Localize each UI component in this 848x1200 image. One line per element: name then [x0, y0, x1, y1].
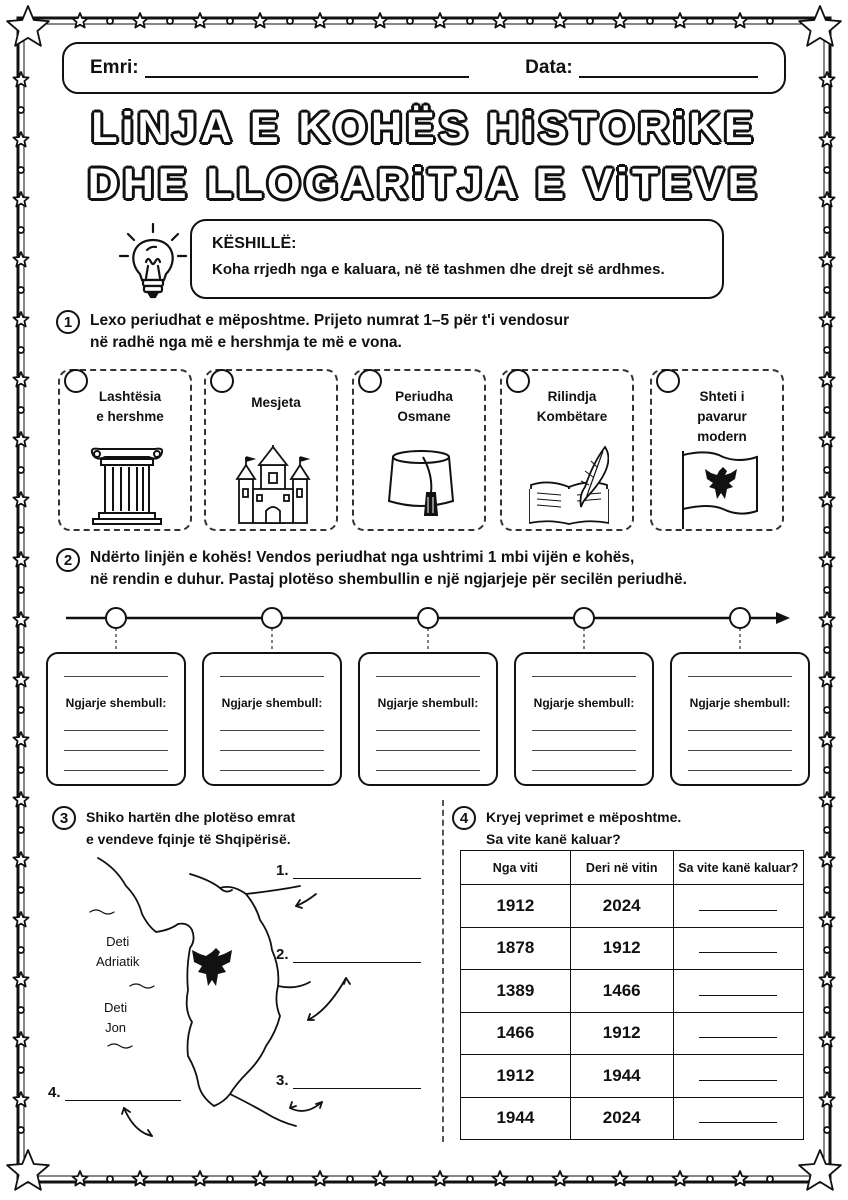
star-decoration [672, 13, 687, 28]
event-answer-line[interactable] [688, 730, 792, 731]
period-name-line[interactable] [376, 676, 480, 677]
event-answer-line[interactable] [220, 730, 324, 731]
star-decoration [252, 13, 267, 28]
question-4-line2: Sa vite kanë kaluar? [486, 831, 621, 847]
tip-title: KËSHILLË: [212, 235, 297, 252]
dot-decoration [287, 1176, 293, 1182]
lightbulb-icon [118, 222, 188, 300]
star-decoration [13, 792, 28, 807]
star-decoration [372, 13, 387, 28]
timeline-point[interactable] [574, 608, 594, 628]
event-answer-line[interactable] [376, 730, 480, 731]
dot-decoration [824, 1127, 830, 1133]
period-name-line[interactable] [688, 676, 792, 677]
question-3-number: 3 [52, 806, 76, 830]
dot-decoration [18, 947, 24, 953]
event-label: Ngjarje shembull: [689, 696, 791, 710]
date-label: Data: [525, 57, 573, 78]
year-to: 2024 [570, 1097, 673, 1140]
event-answer-line[interactable] [220, 750, 324, 751]
event-answer-line[interactable] [376, 750, 480, 751]
star-decoration [819, 552, 834, 567]
year-from: 1944 [461, 1097, 571, 1140]
table-row [461, 927, 804, 970]
question-4-line1: Kryej veprimet e mëposhtme. [486, 809, 682, 825]
years-elapsed-answer[interactable] [673, 1097, 803, 1140]
dot-decoration [227, 18, 233, 24]
year-to: 1466 [570, 970, 673, 1013]
star-decoration [13, 72, 28, 87]
timeline-point[interactable] [106, 608, 126, 628]
dot-decoration [18, 1007, 24, 1013]
period-name-line[interactable] [220, 676, 324, 677]
neighbor-answer-2[interactable]: 2. [276, 946, 421, 963]
question-2-number: 2 [56, 548, 80, 572]
year-from: 1389 [461, 970, 571, 1013]
star-decoration [13, 312, 28, 327]
name-date-box [62, 42, 786, 94]
dot-decoration [18, 887, 24, 893]
order-number-circle[interactable] [210, 369, 234, 393]
star-decoration [819, 852, 834, 867]
star-decoration [7, 6, 49, 46]
star-decoration [819, 492, 834, 507]
column-header-to: Deri në vitin [570, 851, 673, 885]
dot-decoration [347, 1176, 353, 1182]
event-answer-line[interactable] [688, 770, 792, 771]
dot-decoration [18, 227, 24, 233]
dot-decoration [824, 467, 830, 473]
dot-decoration [824, 827, 830, 833]
dot-decoration [527, 1176, 533, 1182]
event-label: Ngjarje shembull: [533, 696, 635, 710]
star-decoration [819, 312, 834, 327]
dot-decoration [407, 1176, 413, 1182]
dot-decoration [527, 18, 533, 24]
star-decoration [192, 13, 207, 28]
year-from: 1912 [461, 885, 571, 928]
event-card [46, 652, 186, 786]
years-table [460, 850, 804, 1140]
star-decoration [819, 72, 834, 87]
dot-decoration [227, 1176, 233, 1182]
name-field[interactable] [145, 58, 470, 78]
dot-decoration [824, 527, 830, 533]
years-elapsed-answer[interactable] [673, 1012, 803, 1055]
event-answer-line[interactable] [64, 770, 168, 771]
dot-decoration [407, 18, 413, 24]
question-4-number: 4 [452, 806, 476, 830]
event-label: Ngjarje shembull: [377, 696, 479, 710]
event-card [202, 652, 342, 786]
dot-decoration [767, 18, 773, 24]
period-card-national-renaissance [500, 369, 634, 531]
star-decoration [13, 1092, 28, 1107]
dot-decoration [824, 1067, 830, 1073]
neighbor-answer-4[interactable]: 4. [48, 1084, 181, 1101]
question-1-line2: në radhë nga më e hershmja te më e vona. [90, 334, 402, 351]
dot-decoration [18, 1127, 24, 1133]
dot-decoration [767, 1176, 773, 1182]
star-decoration [13, 672, 28, 687]
event-card [670, 652, 810, 786]
event-answer-line[interactable] [64, 730, 168, 731]
star-decoration [819, 972, 834, 987]
dot-decoration [824, 227, 830, 233]
year-to: 1912 [570, 1012, 673, 1055]
dot-decoration [167, 18, 173, 24]
period-card-middle-ages [204, 369, 338, 531]
star-decoration [132, 13, 147, 28]
question-3-line1: Shiko hartën dhe plotëso emrat [86, 809, 296, 825]
fez-icon [381, 445, 461, 525]
years-elapsed-answer[interactable] [673, 1055, 803, 1098]
year-to: 2024 [570, 885, 673, 928]
period-label: Lashtësia e hershme [96, 389, 164, 424]
book-quill-icon [529, 445, 609, 525]
dot-decoration [18, 527, 24, 533]
question-2-text [90, 547, 687, 591]
dot-decoration [824, 767, 830, 773]
period-label: Rilindja Kombëtare [536, 389, 608, 424]
event-answer-line[interactable] [376, 770, 480, 771]
year-from: 1878 [461, 927, 571, 970]
dot-decoration [824, 407, 830, 413]
dot-decoration [587, 18, 593, 24]
year-from: 1912 [461, 1055, 571, 1098]
star-decoration [432, 13, 447, 28]
timeline-point[interactable] [730, 608, 750, 628]
dot-decoration [107, 1176, 113, 1182]
tip-box [190, 219, 724, 299]
star-decoration [13, 852, 28, 867]
question-3-text [86, 806, 295, 850]
star-decoration [72, 13, 87, 28]
star-decoration [819, 252, 834, 267]
column-header-from: Nga viti [461, 851, 571, 885]
dot-decoration [587, 1176, 593, 1182]
question-2-line1: Ndërto linjën e kohës! Vendos periudhat nga ushtrimi 1 mbi vijën e kohës, [90, 549, 635, 566]
tip-text: Koha rrjedh nga e kaluara, në të tashmen dhe drejt së ardhmes. [212, 261, 665, 278]
table-row [461, 970, 804, 1013]
star-decoration [819, 732, 834, 747]
period-card-ottoman [352, 369, 486, 531]
dot-decoration [707, 1176, 713, 1182]
star-decoration [819, 372, 834, 387]
event-answer-line[interactable] [64, 750, 168, 751]
years-elapsed-answer[interactable] [673, 970, 803, 1013]
star-decoration [13, 372, 28, 387]
event-answer-line[interactable] [532, 730, 636, 731]
question-1-line1: Lexo periudhat e mëposhtme. Prijeto numrat 1–5 për t'i vendosur [90, 312, 570, 329]
event-answer-line[interactable] [220, 770, 324, 771]
star-decoration [552, 13, 567, 28]
timeline [0, 600, 848, 656]
period-card-modern-state [650, 369, 784, 531]
star-decoration [13, 552, 28, 567]
table-row [461, 1097, 804, 1140]
period-label: Mesjeta [251, 395, 301, 410]
dot-decoration [18, 347, 24, 353]
dot-decoration [647, 18, 653, 24]
section-divider [442, 800, 444, 1142]
star-decoration [7, 1150, 49, 1190]
year-from: 1466 [461, 1012, 571, 1055]
table-header-row [461, 851, 804, 885]
dot-decoration [824, 587, 830, 593]
star-decoration [13, 432, 28, 447]
period-label: Periudha Osmane [395, 389, 453, 424]
dot-decoration [18, 827, 24, 833]
dot-decoration [824, 287, 830, 293]
star-decoration [819, 672, 834, 687]
year-to: 1912 [570, 927, 673, 970]
star-decoration [13, 912, 28, 927]
dot-decoration [647, 1176, 653, 1182]
dot-decoration [18, 707, 24, 713]
page-title-line1: LiNJA E KOHËS HiSTORiKE [91, 104, 757, 152]
table-row [461, 1012, 804, 1055]
dot-decoration [18, 287, 24, 293]
neighbor-answer-1[interactable]: 1. [276, 862, 421, 879]
table-row [461, 1055, 804, 1098]
star-decoration [312, 13, 327, 28]
dot-decoration [167, 1176, 173, 1182]
dot-decoration [18, 467, 24, 473]
dot-decoration [824, 347, 830, 353]
dot-decoration [347, 18, 353, 24]
table-row [461, 885, 804, 928]
question-2-line2: në rendin e duhur. Pastaj plotëso shembullin e një ngjarjeje për secilën periudhë. [90, 571, 687, 588]
question-3-line2: e vendeve fqinje të Shqipërisë. [86, 831, 291, 847]
dot-decoration [18, 587, 24, 593]
year-to: 1944 [570, 1055, 673, 1098]
years-elapsed-answer[interactable] [673, 885, 803, 928]
star-decoration [819, 912, 834, 927]
dot-decoration [824, 707, 830, 713]
column-header-elapsed: Sa vite kanë kaluar? [673, 851, 803, 885]
star-decoration [799, 1150, 841, 1190]
sea-label-ionian: Deti Jon [104, 1000, 128, 1035]
event-label: Ngjarje shembull: [221, 696, 323, 710]
star-decoration [13, 492, 28, 507]
albanian-flag-icon [679, 449, 759, 529]
dot-decoration [18, 767, 24, 773]
date-field[interactable] [579, 58, 758, 78]
star-decoration [819, 1092, 834, 1107]
castle-icon [233, 445, 313, 525]
question-4-text [486, 806, 681, 850]
period-card-ancient [58, 369, 192, 531]
dot-decoration [18, 1067, 24, 1073]
dot-decoration [287, 18, 293, 24]
dot-decoration [824, 887, 830, 893]
neighbor-answer-3[interactable]: 3. [276, 1072, 421, 1089]
dot-decoration [107, 18, 113, 24]
dot-decoration [467, 1176, 473, 1182]
timeline-point[interactable] [262, 608, 282, 628]
dot-decoration [18, 407, 24, 413]
star-decoration [492, 13, 507, 28]
dot-decoration [707, 18, 713, 24]
star-decoration [819, 1032, 834, 1047]
column-icon [87, 445, 167, 525]
star-decoration [13, 252, 28, 267]
star-decoration [819, 432, 834, 447]
period-name-line[interactable] [64, 676, 168, 677]
star-decoration [13, 1032, 28, 1047]
star-decoration [732, 13, 747, 28]
dot-decoration [467, 18, 473, 24]
dot-decoration [824, 1007, 830, 1013]
star-decoration [13, 732, 28, 747]
period-label: Shteti i pavarur modern [697, 389, 747, 444]
page-title-line2: DHE LLOGARiTJA E ViTEVE [87, 160, 761, 208]
star-decoration [13, 972, 28, 987]
star-decoration [799, 6, 841, 46]
name-label: Emri: [90, 57, 139, 78]
event-label: Ngjarje shembull: [65, 696, 167, 710]
question-1-text [90, 310, 569, 354]
event-answer-line[interactable] [532, 750, 636, 751]
timeline-point[interactable] [418, 608, 438, 628]
dot-decoration [824, 947, 830, 953]
event-answer-line[interactable] [532, 770, 636, 771]
star-decoration [819, 792, 834, 807]
sea-label-adriatic: Deti Adriatik [96, 934, 140, 969]
years-elapsed-answer[interactable] [673, 927, 803, 970]
event-card [358, 652, 498, 786]
event-answer-line[interactable] [688, 750, 792, 751]
period-name-line[interactable] [532, 676, 636, 677]
question-1-number: 1 [56, 310, 80, 334]
event-card [514, 652, 654, 786]
star-decoration [612, 13, 627, 28]
